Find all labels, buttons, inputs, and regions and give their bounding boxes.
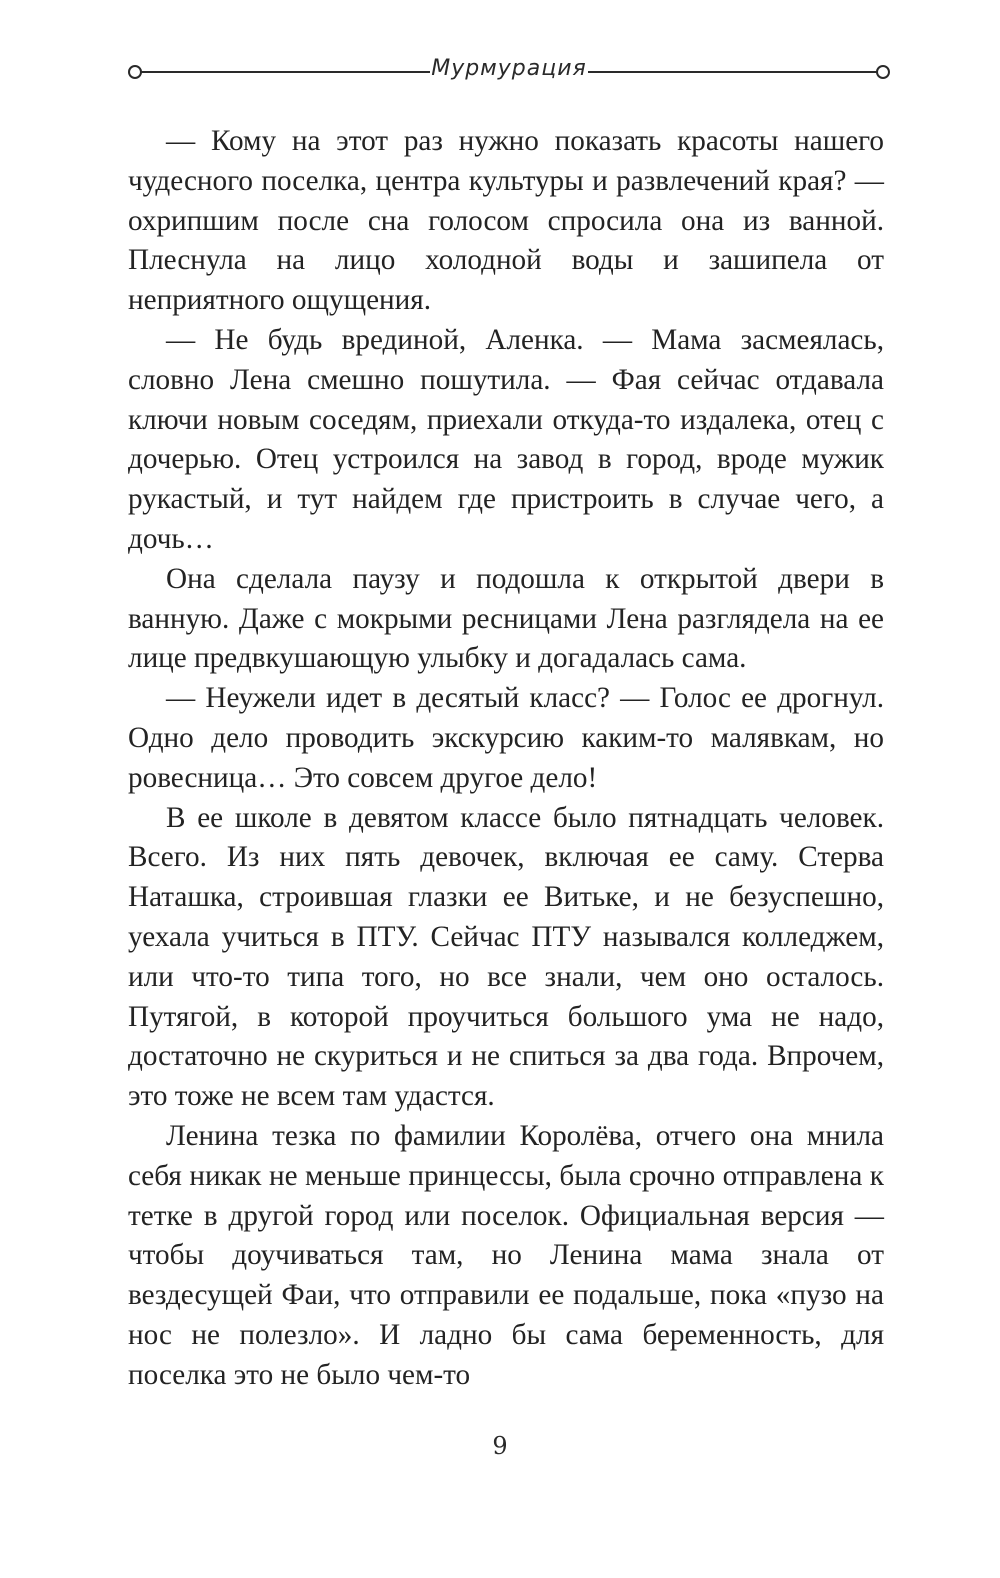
running-header — [128, 52, 890, 92]
paragraph: — Кому на этот раз нужно показать красоты нашего чудесного поселка, центра культуры и развлечений края? — охрипшим после сна голосом спросила она из ванной. Плеснула на лицо холодной воды и зашипела от неприятного ощущения. — [128, 125, 884, 317]
paragraph: — Неужели идет в десятый класс? — Голос ее дрогнул. Одно дело проводить экскурсию каким-то малявкам, но ровесница… Это совсем другое дело! — [128, 682, 884, 794]
header-rule-left — [140, 71, 430, 73]
body-text — [128, 122, 884, 1396]
paragraph: Она сделала паузу и подошла к открытой двери в ванную. Даже с мокрыми ресницами Лена разглядела на ее лице предвкушающую улыбку и догадалась сама. — [128, 562, 884, 675]
book-title: Мурмурация — [431, 56, 587, 81]
header-ornament-circle-right — [876, 65, 890, 79]
page-number: 9 — [492, 1432, 508, 1460]
paragraph: В ее школе в девятом классе было пятнадцать человек. Всего. Из них пять девочек, включая ее саму. Стерва Наташка, строившая глазки ее Витьке, и не безуспешно, уехала учиться в ПТУ. Сейчас ПТУ назывался колледжем, или что-то типа того, но все знали, чем оно осталось. Путягой, в которой проучиться большого ума не надо, достаточно не скуриться и не спиться за два года. Впрочем, это тоже не всем там удастся. — [128, 801, 884, 1113]
header-rule-right — [588, 71, 878, 73]
paragraph: Ленина тезка по фамилии Королёва, отчего она мнила себя никак не меньше принцессы, была срочно отправлена к тетке в другой город или поселок. Официальная версия — чтобы доучиваться там, но Ленина мама знала от вездесущей Фаи, что отправили ее подальше, пока «пузо на нос не полезло». И ладно бы сама беременность, для поселка это не было чем-то — [128, 1119, 884, 1391]
paragraph: — Не будь врединой, Аленка. — Мама засмеялась, словно Лена смешно пошутила. — Фая сейчас отдавала ключи новым соседям, приехали откуда-то издалека, отец с дочерью. Отец устроился на завод в город, вроде мужик рукастый, и тут найдем где пристроить в случае чего, а дочь… — [128, 323, 884, 555]
